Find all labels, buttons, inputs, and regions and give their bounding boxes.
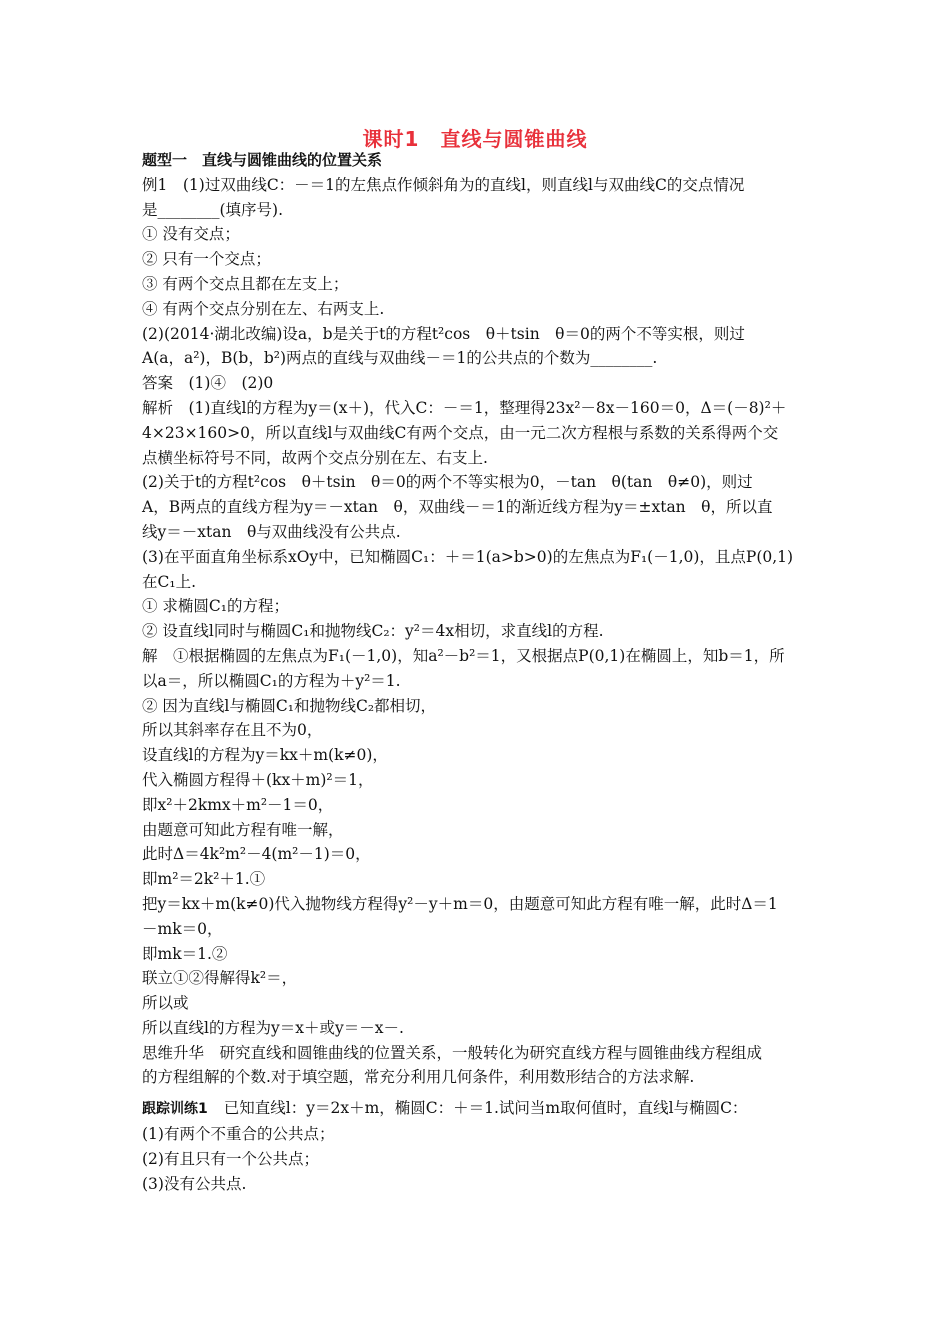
text-line: 所以或: [142, 994, 189, 1013]
text-line: 联立①②得解得k²＝，: [142, 969, 298, 988]
text-line: 点横坐标符号不同，故两个交点分别在左、右支上.: [142, 448, 488, 467]
summary-line: 思维升华 研究直线和圆锥曲线的位置关系，一般转化为研究直线方程与圆锥曲线方程组成: [142, 1043, 763, 1062]
text-line: 代入椭圆方程得＋(kx＋m)²＝1，: [142, 770, 374, 789]
text-line: 4×23×160>0，所以直线l与双曲线C有两个交点，由一元二次方程根与系数的关系得两个交: [142, 423, 779, 442]
text-line: 所以其斜率存在且不为0，: [142, 721, 323, 740]
content-body: [142, 148, 814, 1196]
text-line: 线y＝－xtan θ与双曲线没有公共点.: [142, 522, 401, 541]
text-line: ② 只有一个交点；: [142, 250, 271, 269]
text-line: (2)(2014·湖北改编)设a，b是关于t的方程t²cos θ＋tsin θ＝0的两个不等实根，则过: [142, 324, 745, 343]
text-line: 此时Δ＝4k²m²－4(m²－1)＝0，: [142, 845, 371, 864]
text-line: ① 没有交点；: [142, 225, 240, 244]
text-line: －mk＝0，: [142, 919, 223, 938]
text-line: 把y＝kx＋m(k≠0)代入抛物线方程得y²－y＋m＝0，由题意可知此方程有唯一解，此时Δ＝1: [142, 894, 778, 913]
text-line: 在C₁上.: [142, 572, 197, 591]
text-line: 例1 (1)过双曲线C：－＝1的左焦点作倾斜角为的直线l，则直线l与双曲线C的交点情况: [142, 175, 745, 194]
training-label: 跟踪训练1: [142, 1101, 208, 1118]
training-text: 已知直线l：y＝2x＋m，椭圆C：＋＝1.试问当m取何值时，直线l与椭圆C：: [223, 1099, 748, 1118]
training-item: (2)有且只有一个公共点；: [142, 1149, 319, 1168]
training-item: (3)没有公共点.: [142, 1174, 247, 1193]
text-line: 即x²＋2kmx＋m²－1＝0，: [142, 795, 334, 814]
text-line: 由题意可知此方程有唯一解，: [142, 820, 344, 839]
text-line: ① 求椭圆C₁的方程；: [142, 597, 290, 616]
text-line: ② 因为直线l与椭圆C₁和抛物线C₂都相切，: [142, 696, 437, 715]
text-line: ④ 有两个交点分别在左、右两支上.: [142, 299, 385, 318]
page-title: 课时1 直线与圆锥曲线: [362, 127, 588, 151]
text-line: 即mk＝1.②: [142, 944, 228, 963]
text-line: A(a，a²)，B(b，b²)两点的直线与双曲线－＝1的公共点的个数为________.: [142, 349, 658, 368]
section-heading: 题型一 直线与圆锥曲线的位置关系: [142, 151, 383, 169]
answer-line: 答案 (1)④ (2)0: [142, 374, 274, 393]
training-item: (1)有两个不重合的公共点；: [142, 1125, 335, 1144]
summary-line: 的方程组解的个数.对于填空题，常充分利用几何条件，利用数形结合的方法求解.: [142, 1068, 695, 1087]
text-line: 是________(填序号).: [142, 200, 284, 219]
text-line: 设直线l的方程为y＝kx＋m(k≠0)，: [142, 746, 388, 765]
text-line: 解 ①根据椭圆的左焦点为F₁(－1,0)，知a²－b²＝1，又根据点P(0,1)在椭圆上，知b＝1，所: [142, 646, 785, 665]
text-line: 所以直线l的方程为y＝x＋或y＝－x－.: [142, 1018, 404, 1037]
text-line: ② 设直线l同时与椭圆C₁和抛物线C₂：y²＝4x相切，求直线l的方程.: [142, 622, 604, 641]
text-line: 以a＝，所以椭圆C₁的方程为＋y²＝1.: [142, 671, 401, 690]
text-line: 解析 (1)直线l的方程为y＝(x＋)，代入C：－＝1，整理得23x²－8x－160＝0，Δ＝(－8)²＋: [142, 398, 787, 417]
text-line: 即m²＝2k²＋1.①: [142, 870, 266, 889]
text-line: (2)关于t的方程t²cos θ＋tsin θ＝0的两个不等实根为0，－tan θ(tan θ≠0)，则过: [142, 473, 753, 492]
text-line: ③ 有两个交点且都在左支上；: [142, 274, 349, 293]
text-line: A，B两点的直线方程为y＝－xtan θ，双曲线－＝1的渐近线方程为y＝±xtan θ，所以直: [142, 498, 773, 517]
text-line: (3)在平面直角坐标系xOy中，已知椭圆C₁：＋＝1(a>b>0)的左焦点为F₁(－1,0)，且点P(0,1): [142, 547, 794, 566]
training-exercise: [142, 1096, 814, 1122]
